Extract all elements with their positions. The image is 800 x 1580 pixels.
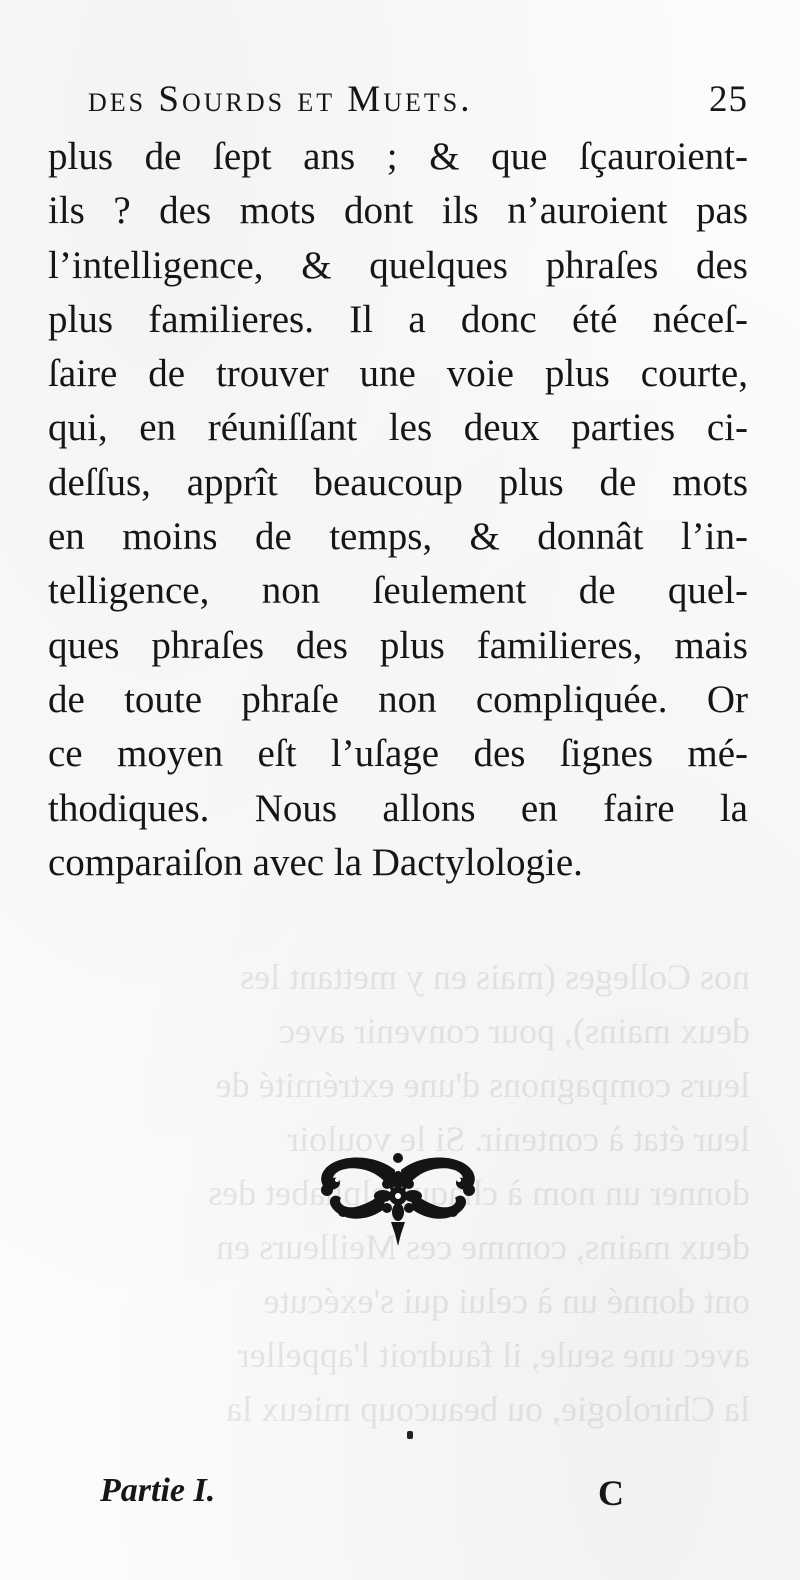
text-line: ce moyen eſt l’uſage des ſignes mé-: [48, 732, 748, 776]
text-line: comparaiſon avec la Dactylologie.: [48, 840, 583, 884]
text-line: plus familieres. Il a donc été néceſ-: [48, 297, 748, 341]
text-line: en moins de temps, & donnât l’in-: [48, 515, 748, 559]
floral-fleuron-icon: [313, 1150, 483, 1250]
text-line: l’intelligence, & quelques phraſes des: [48, 243, 748, 287]
running-head: [88, 78, 748, 128]
page-number: 25: [709, 79, 748, 120]
text-line: deſſus, apprît beaucoup plus de mots: [48, 460, 748, 504]
gathering-letter: C: [598, 1473, 624, 1513]
text-line: telligence, non ſeulement de quel-: [48, 569, 748, 613]
body-paragraph: [48, 130, 748, 890]
show-through-reverse-text: nos Colleges (mais en y mettant les deux mains), pour convenir avec leurs compagnons d'une extrémité de leur état à contenir. Si le vouloir donner un nom à chaque alphabet des deux mains, comme ces Meilleurs en ont donné un à celui qui s'exécute avec une seule, il faudroit l'appeller la Chirologie, ou beaucoup mieux la: [208, 957, 750, 1429]
ink-speck: [407, 1431, 413, 1439]
text-line: ſaire de trouver une voie plus courte,: [48, 352, 748, 396]
text-line: ques phraſes des plus familieres, mais: [48, 623, 748, 667]
text-line: qui, en réuniſſant les deux parties ci-: [48, 406, 748, 450]
text-line: de toute phraſe non compliquée. Or: [48, 677, 748, 721]
text-line: thodiques. Nous allons en faire la: [48, 786, 748, 830]
running-head-title: des Sourds et Muets.: [88, 79, 473, 120]
signature-mark: Partie I.: [100, 1472, 216, 1509]
text-line: plus de ſept ans ; & que ſçauroient-: [48, 135, 748, 178]
text-line: ils ? des mots dont ils n’auroient pas: [48, 189, 748, 233]
